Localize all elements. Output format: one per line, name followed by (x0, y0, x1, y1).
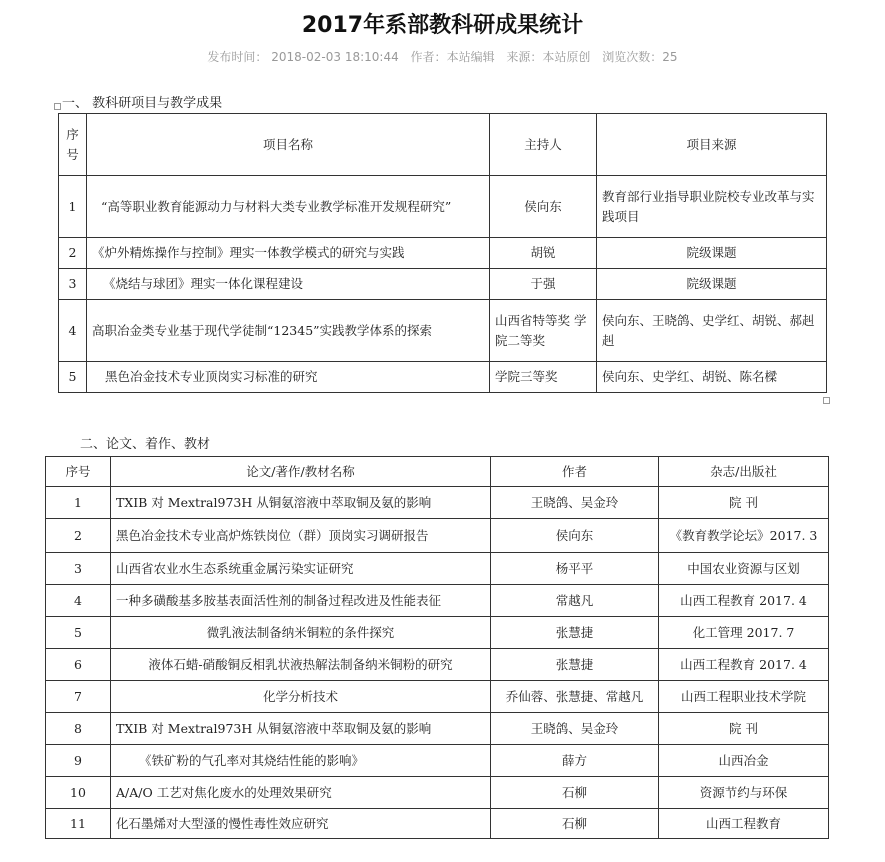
table-row (46, 745, 829, 777)
table-row (46, 553, 829, 585)
project-host: 山西省特等奖 学院二等奖 (490, 300, 597, 362)
section2-title: 二、论文、着作、教材 (80, 437, 211, 452)
paper-publisher: 山西工程教育 2017. 4 (659, 649, 829, 681)
article-meta (0, 48, 885, 65)
row-no: 1 (59, 176, 87, 238)
publications-table (45, 456, 829, 839)
paper-title: 液体石蜡-硝酸铜反相乳状液热解法制备纳米铜粉的研究 (111, 649, 491, 681)
paper-author: 石柳 (491, 809, 659, 839)
project-name: 《烧结与球团》理实一体化课程建设 (87, 269, 490, 300)
paper-author: 常越凡 (491, 585, 659, 617)
table-row (46, 487, 829, 519)
table-row (46, 681, 829, 713)
table-row (46, 809, 829, 839)
row-no: 1 (46, 487, 111, 519)
project-source: 侯向东、王晓鸽、史学红、胡锐、郝赳赳 (597, 300, 827, 362)
row-no: 11 (46, 809, 111, 839)
row-no: 2 (59, 238, 87, 269)
paper-publisher: 化工管理 2017. 7 (659, 617, 829, 649)
project-name: 黑色冶金技术专业顶岗实习标准的研究 (87, 362, 490, 393)
header-project-name: 项目名称 (87, 114, 490, 176)
table-row (46, 585, 829, 617)
paper-author: 王晓鸽、吴金玲 (491, 713, 659, 745)
paper-title: TXIB 对 Mextral973H 从铜氨溶液中萃取铜及氨的影响 (111, 713, 491, 745)
project-name: “高等职业教育能源动力与材料大类专业教学标准开发规程研究” (87, 176, 490, 238)
paper-publisher: 山西冶金 (659, 745, 829, 777)
row-no: 10 (46, 777, 111, 809)
paper-title: 微乳液法制备纳米铜粒的条件探究 (111, 617, 491, 649)
row-no: 9 (46, 745, 111, 777)
project-name: 高职冶金类专业基于现代学徒制“12345”实践教学体系的探索 (87, 300, 490, 362)
header-host: 主持人 (490, 114, 597, 176)
row-no: 3 (59, 269, 87, 300)
paper-author: 薛方 (491, 745, 659, 777)
header-author: 作者 (491, 457, 659, 487)
table-row (46, 777, 829, 809)
project-host: 侯向东 (490, 176, 597, 238)
paper-title: A/A/O 工艺对焦化废水的处理效果研究 (111, 777, 491, 809)
paper-title: 《铁矿粉的气孔率对其烧结性能的影响》 (111, 745, 491, 777)
project-source: 院级课题 (597, 269, 827, 300)
paper-publisher: 院 刊 (659, 487, 829, 519)
table-row (59, 300, 827, 362)
paper-publisher: 中国农业资源与区划 (659, 553, 829, 585)
paper-author: 张慧捷 (491, 617, 659, 649)
paper-author: 杨平平 (491, 553, 659, 585)
paper-publisher: 山西工程教育 (659, 809, 829, 839)
paper-author: 张慧捷 (491, 649, 659, 681)
row-no: 6 (46, 649, 111, 681)
row-no: 4 (46, 585, 111, 617)
paper-publisher: 山西工程职业技术学院 (659, 681, 829, 713)
paper-title: 山西省农业水生态系统重金属污染实证研究 (111, 553, 491, 585)
table-row (59, 269, 827, 300)
project-source: 院级课题 (597, 238, 827, 269)
paper-publisher: 资源节约与环保 (659, 777, 829, 809)
project-host: 于强 (490, 269, 597, 300)
paper-title: 黑色冶金技术专业高炉炼铁岗位（群）顶岗实习调研报告 (111, 519, 491, 553)
paper-title: 一种多磺酸基多胺基表面活性剂的制备过程改进及性能表征 (111, 585, 491, 617)
project-source: 教育部行业指导职业院校专业改革与实践项目 (597, 176, 827, 238)
table-row (46, 617, 829, 649)
table-move-handle[interactable] (54, 103, 61, 110)
row-no: 4 (59, 300, 87, 362)
table-row (46, 519, 829, 553)
publish-time: 发布时间： 2018-02-03 18:10:44 (207, 50, 399, 64)
header-no: 序号 (46, 457, 111, 487)
paper-title: TXIB 对 Mextral973H 从铜氨溶液中萃取铜及氨的影响 (111, 487, 491, 519)
row-no: 5 (59, 362, 87, 393)
paper-author: 乔仙蓉、张慧捷、常越凡 (491, 681, 659, 713)
table-header-row (46, 457, 829, 487)
view-count: 浏览次数：25 (602, 50, 678, 64)
row-no: 7 (46, 681, 111, 713)
paper-title: 化石墨烯对大型溞的慢性毒性效应研究 (111, 809, 491, 839)
project-host: 学院三等奖 (490, 362, 597, 393)
paper-publisher: 山西工程教育 2017. 4 (659, 585, 829, 617)
table-row (59, 176, 827, 238)
header-publisher: 杂志/出版社 (659, 457, 829, 487)
table-row (46, 649, 829, 681)
header-project-source: 项目来源 (597, 114, 827, 176)
header-title: 论文/著作/教材名称 (111, 457, 491, 487)
paper-title: 化学分析技术 (111, 681, 491, 713)
table-resize-handle[interactable] (823, 397, 830, 404)
row-no: 5 (46, 617, 111, 649)
paper-publisher: 《教育教学论坛》2017. 3 (659, 519, 829, 553)
research-projects-table (58, 113, 827, 393)
project-name: 《炉外精炼操作与控制》理实一体教学模式的研究与实践 (87, 238, 490, 269)
project-host: 胡锐 (490, 238, 597, 269)
section1-title: 一、 教科研项目与教学成果 (62, 96, 223, 111)
table-row (59, 362, 827, 393)
row-no: 2 (46, 519, 111, 553)
author-info: 作者：本站编辑 (410, 50, 495, 64)
row-no: 3 (46, 553, 111, 585)
paper-publisher: 院 刊 (659, 713, 829, 745)
table-row (46, 713, 829, 745)
paper-author: 王晓鸽、吴金玲 (491, 487, 659, 519)
source-info: 来源：本站原创 (506, 50, 591, 64)
paper-author: 侯向东 (491, 519, 659, 553)
project-source: 侯向东、史学红、胡锐、陈名樑 (597, 362, 827, 393)
paper-author: 石柳 (491, 777, 659, 809)
row-no: 8 (46, 713, 111, 745)
page-title: 2017年系部教科研成果统计 (301, 13, 584, 38)
table-header-row (59, 114, 827, 176)
header-no: 序号 (59, 114, 87, 176)
table-row (59, 238, 827, 269)
